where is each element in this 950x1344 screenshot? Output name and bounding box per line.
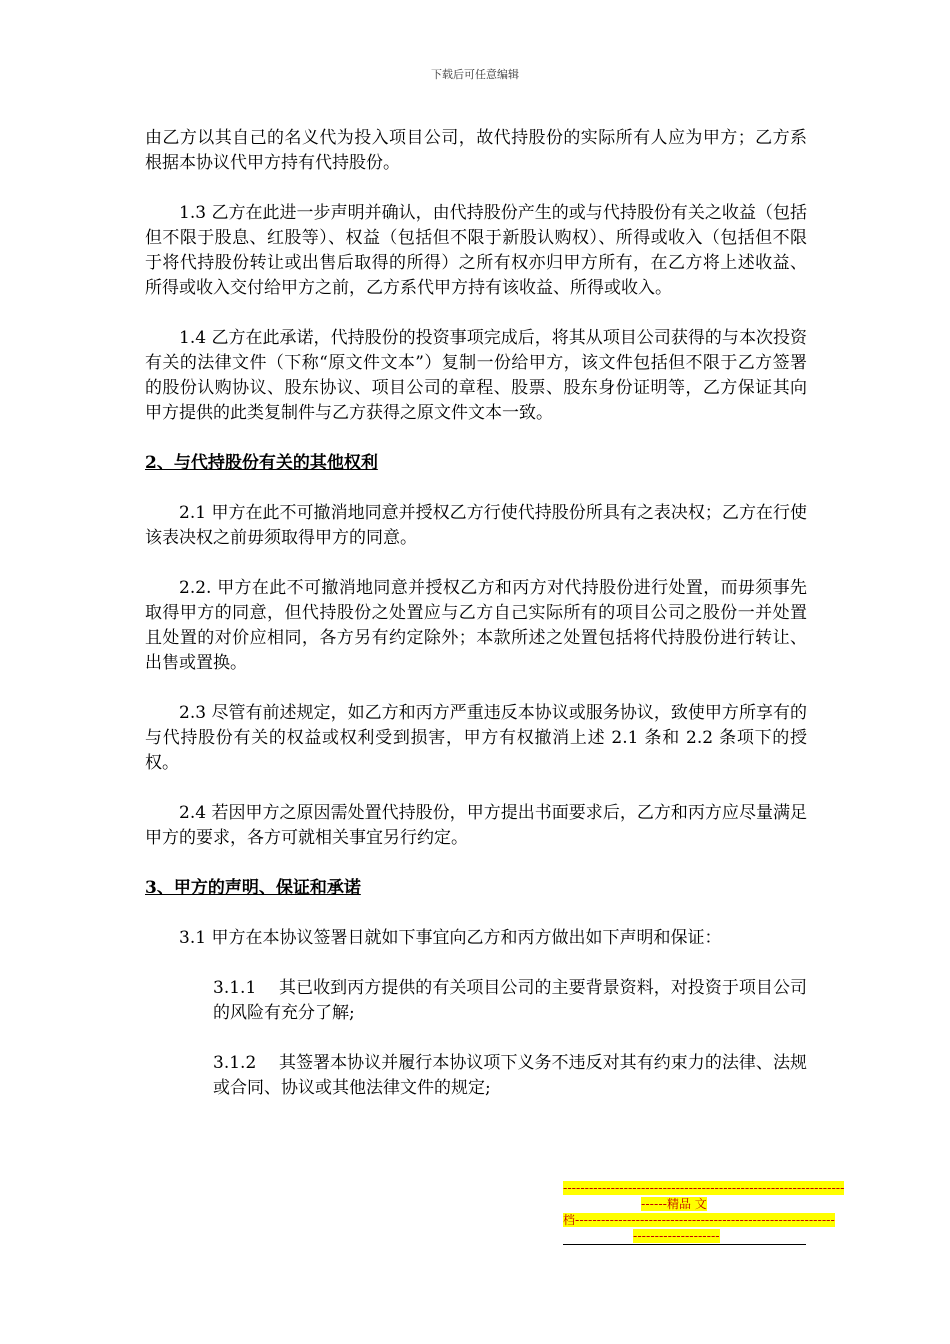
clause-3-1: 3.1 甲方在本协议签署日就如下事宜向乙方和丙方做出如下声明和保证：	[179, 928, 722, 948]
clause-number: 3.1.2	[213, 1053, 257, 1073]
footer-line-1: -----------------------------------------------------------------	[563, 1181, 845, 1195]
section-heading-3: 3、甲方的声明、保证和承诺	[145, 878, 361, 898]
footer-watermark	[563, 1180, 845, 1244]
footer-line-3: 档------------------------------------------------------------	[563, 1213, 835, 1227]
footer-line-2: ------精品 文	[641, 1197, 707, 1211]
clause-2-2: 2.2. 甲方在此不可撤消地同意并授权乙方和丙方对代持股份进行处置，而毋须事先取得甲方的同意，但代持股份之处置应与乙方自己实际所有的项目公司之股份一并处置且处置的对价应相同，各方另有约定除外；本款所述之处置包括将代持股份进行转让、出售或置换。	[145, 578, 807, 673]
clause-3-1-2	[213, 1051, 807, 1101]
paragraph-intro: 由乙方以其自己的名义代为投入项目公司，故代持股份的实际所有人应为甲方；乙方系根据本协议代甲方持有代持股份。	[145, 128, 807, 173]
clause-1-4: 1.4 乙方在此承诺，代持股份的投资事项完成后，将其从项目公司获得的与本次投资有关的法律文件（下称“原文件文本”）复制一份给甲方，该文件包括但不限于乙方签署的股份认购协议、股东协议、项目公司的章程、股票、股东身份证明等，乙方保证其向甲方提供的此类复制件与乙方获得之原文件文本一致。	[145, 328, 807, 423]
clause-2-4: 2.4 若因甲方之原因需处置代持股份，甲方提出书面要求后，乙方和丙方应尽量满足甲方的要求，各方可就相关事宜另行约定。	[145, 803, 807, 848]
clause-text: 其签署本协议并履行本协议项下义务不违反对其有约束力的法律、法规或合同、协议或其他法律文件的规定;	[213, 1053, 807, 1098]
page-header: 下载后可任意编辑	[431, 68, 519, 81]
section-heading-2: 2、与代持股份有关的其他权利	[145, 453, 378, 473]
clause-text: 其已收到丙方提供的有关项目公司的主要背景资料，对投资于项目公司的风险有充分了解;	[213, 978, 807, 1023]
clause-number: 3.1.1	[213, 978, 257, 998]
document-body	[145, 126, 807, 1126]
footer-line-4: --------------------	[633, 1229, 720, 1243]
clause-2-3: 2.3 尽管有前述规定，如乙方和丙方严重违反本协议或服务协议，致使甲方所享有的与代持股份有关的权益或权利受到损害，甲方有权撤消上述 2.1 条和 2.2 条项下的授权。	[145, 703, 807, 773]
clause-1-3: 1.3 乙方在此进一步声明并确认，由代持股份产生的或与代持股份有关之收益（包括但不限于股息、红股等）、权益（包括但不限于新股认购权）、所得或收入（包括但不限于将代持股份转让或出售后取得的所得）之所有权亦归甲方所有，在乙方将上述收益、所得或收入交付给甲方之前，乙方系代甲方持有该收益、所得或收入。	[145, 203, 807, 298]
clause-2-1: 2.1 甲方在此不可撤消地同意并授权乙方行使代持股份所具有之表决权；乙方在行使该表决权之前毋须取得甲方的同意。	[145, 503, 807, 548]
footer-rule	[563, 1244, 806, 1245]
clause-3-1-1	[213, 976, 807, 1026]
